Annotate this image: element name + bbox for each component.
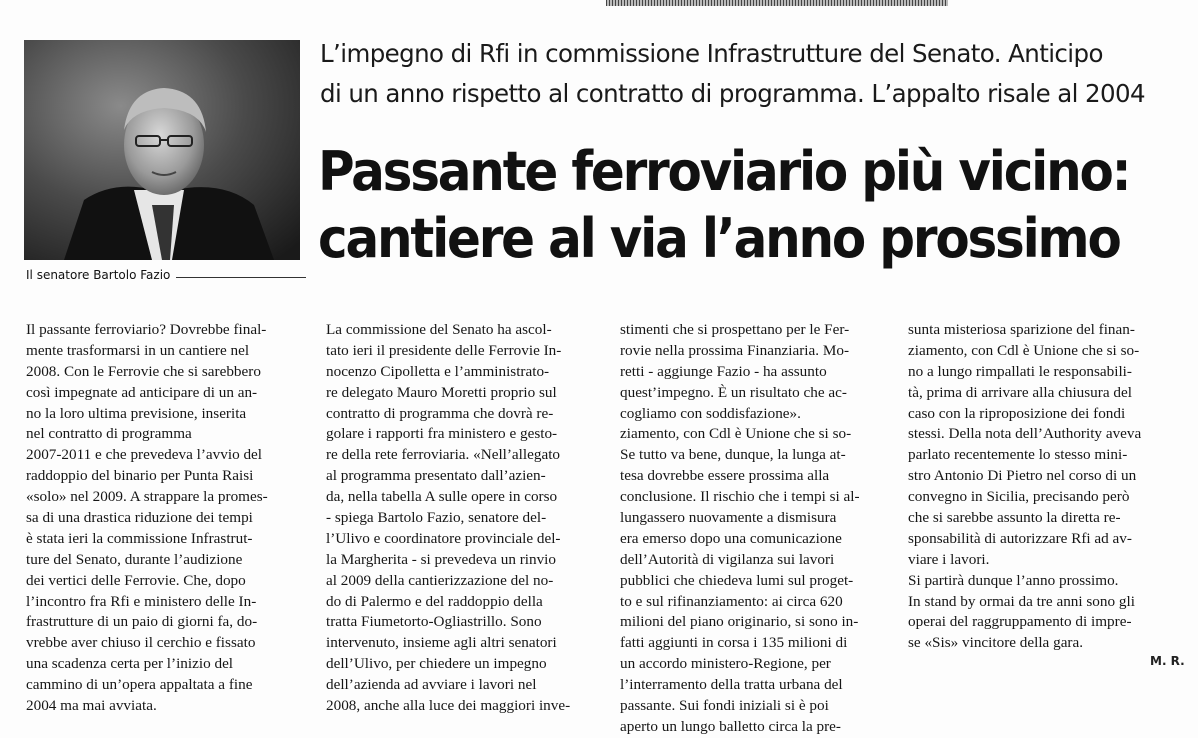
article-text-line: retti - aggiunge Fazio - ha assunto: [620, 362, 827, 380]
article-text-line: operai del raggruppamento di impre-: [908, 613, 1132, 631]
article-text-line: sunta misteriosa sparizione del finan-: [908, 321, 1135, 338]
article-text-line: re delegato Mauro Moretti proprio sul: [326, 383, 557, 401]
article-text-line: dell’Ulivo, per chiedere un impegno: [326, 655, 547, 673]
article-text-line: al 2009 della cantierizzazione del no-: [326, 571, 554, 589]
article-text-line: lungassero nuovamente a dismisura: [620, 509, 837, 527]
article-text-line: tato ieri il presidente delle Ferrovie In-: [326, 341, 562, 359]
article-text-line: la Margherita - si prevedeva un rinvio: [326, 550, 556, 568]
photo-caption: [26, 268, 306, 282]
article-text-line: dell’Autorità di vigilanza sui lavori: [620, 550, 835, 568]
article-text-line: Il passante ferroviario? Dovrebbe final-: [26, 321, 267, 338]
article-text-line: «solo» nel 2009. A strappare la promes-: [26, 488, 268, 506]
article-text-line: sa di una drastica riduzione dei tempi: [26, 509, 253, 527]
headline-line: cantiere al via l’anno prossimo: [318, 207, 1120, 270]
article-text-line: passante. Sui fondi iniziali si è poi: [620, 697, 829, 715]
article-text-line: milioni del piano originario, si sono in-: [620, 613, 859, 631]
article-text-line: aperto un lungo balletto circa la pre-: [620, 717, 841, 735]
article-text-line: un accordo ministero-Regione, per: [620, 655, 831, 673]
article-column-2: [326, 320, 604, 717]
article-text-line: quest’impegno. È un risultato che ac-: [620, 383, 847, 401]
article-text-line: 2008. Con le Ferrovie che si sarebbero: [26, 362, 261, 380]
article-text-line: golare i rapporti fra ministero e gesto-: [326, 425, 558, 443]
article-text-line: contratto di programma che dovrà re-: [326, 404, 554, 422]
article-text-line: rovie nella prossima Finanziaria. Mo-: [620, 341, 850, 359]
article-text-line: ture del Senato, durante l’audizione: [26, 550, 243, 568]
article-text-line: intervenuto, insieme agli altri senatori: [326, 634, 557, 652]
article-text-line: tà, prima di arrivare alla chiusura del: [908, 383, 1132, 401]
article-text-line: do di Palermo e del raddoppio della: [326, 592, 543, 610]
article-text-line: 2007-2011 e che prevedeva l’avvio del: [26, 446, 263, 464]
article-text-line: no a lungo rimpallati le responsabili-: [908, 362, 1132, 380]
article-text-line: ziamento, con Cdl è Unione che si so-: [620, 425, 852, 443]
article-text-line: pubblici che chiedeva lumi sul proget-: [620, 571, 854, 589]
article-text-line: una scadenza certa per l’inizio del: [26, 655, 234, 673]
article-text-line: Si partirà dunque l’anno prossimo.: [908, 571, 1119, 589]
article-deck: [320, 34, 1190, 114]
article-text-line: tratta Fiumetorto-Ogliastrillo. Sono: [326, 613, 542, 631]
article-text-line: cammino di un’opera appaltata a fine: [26, 676, 253, 694]
article-text-line: da, nella tabella A sulle opere in corso: [326, 488, 558, 506]
article-text-line: caso con la riproposizione dei fondi: [908, 404, 1126, 422]
article-column-1: [26, 320, 300, 717]
article-text-line: La commissione del Senato ha ascol-: [326, 321, 552, 338]
article-text-line: che si sarebbe assunto la diretta re-: [908, 509, 1121, 527]
photo-caption-text: Il senatore Bartolo Fazio: [26, 268, 171, 282]
article-text-line: tesa dovrebbe essere prossima alla: [620, 467, 830, 485]
headline-line: Passante ferroviario più vicino:: [318, 140, 1130, 203]
article-text-line: frastrutture di un paio di giorni fa, do-: [26, 613, 258, 631]
article-text-line: stessi. Della nota dell’Authority aveva: [908, 425, 1142, 443]
article-text-line: l’Ulivo e coordinatore provinciale del-: [326, 529, 561, 547]
article-text-line: nocenzo Cipolletta e l’amministrato-: [326, 362, 550, 380]
article-text-line: dell’azienda ad avviare i lavori nel: [326, 676, 537, 694]
article-text-line: stro Antonio Di Pietro nel corso di un: [908, 467, 1137, 485]
article-text-line: to e sul rifinanziamento: ai circa 620: [620, 592, 843, 610]
article-text-line: raddoppio del binario per Punta Raisi: [26, 467, 254, 485]
article-text-line: dei vertici delle Ferrovie. Che, dopo: [26, 571, 246, 589]
portrait-illustration: [24, 40, 300, 260]
article-column-3: [620, 320, 894, 738]
article-text-line: 2004 ma mai avviata.: [26, 697, 157, 715]
top-decorative-bar: [606, 0, 948, 6]
article-text-line: cogliamo con soddisfazione».: [620, 404, 801, 422]
deck-line: L’impegno di Rfi in commissione Infrastrutture del Senato. Anticipo: [320, 39, 1103, 68]
article-text-line: parlato recentemente lo stesso mini-: [908, 446, 1128, 464]
author-signature: M. R.: [1150, 654, 1185, 668]
article-headline: [318, 138, 1198, 272]
article-text-line: no la loro ultima previsione, inserita: [26, 404, 247, 422]
article-text-line: fatti aggiunti in corsa i 135 milioni di: [620, 634, 848, 652]
deck-line: di un anno rispetto al contratto di programma. L’appalto risale al 2004: [320, 79, 1145, 108]
article-text-line: In stand by ormai da tre anni sono gli: [908, 592, 1135, 610]
article-text-line: Se tutto va bene, dunque, la lunga at-: [620, 446, 846, 464]
article-text-line: era emerso dopo una comunicazione: [620, 529, 842, 547]
article-text-line: mente trasformarsi in un cantiere nel: [26, 341, 250, 359]
article-text-line: nel contratto di programma: [26, 425, 192, 443]
article-text-line: l’incontro fra Rfi e ministero delle In-: [26, 592, 257, 610]
article-text-line: al programma presentato dall’azien-: [326, 467, 546, 485]
article-text-line: viare i lavori.: [908, 550, 990, 568]
article-text-line: conclusione. Il rischio che i tempi si al-: [620, 488, 860, 506]
portrait-photo: [24, 40, 300, 260]
article-text-line: vrebbe aver chiuso il cerchio e fissato: [26, 634, 256, 652]
article-text-line: re della rete ferroviaria. «Nell’allegato: [326, 446, 561, 464]
article-text-line: è stata ieri la commissione Infrastrut-: [26, 529, 253, 547]
article-text-line: convegno in Sicilia, precisando però: [908, 488, 1130, 506]
article-text-line: l’interramento della tratta urbana del: [620, 676, 843, 694]
article-text-line: se «Sis» vincitore della gara.: [908, 634, 1084, 652]
article-text-line: 2008, anche alla luce dei maggiori inve-: [326, 697, 571, 715]
article-column-4: [908, 320, 1188, 654]
article-text-line: sponsabilità di autorizzare Rfi ad av-: [908, 529, 1132, 547]
article-text-line: ziamento, con Cdl è Unione che si so-: [908, 341, 1140, 359]
article-text-line: stimenti che si prospettano per le Fer-: [620, 321, 850, 338]
caption-rule: [176, 277, 306, 278]
article-text-line: così impegnate ad anticipare di un an-: [26, 383, 258, 401]
article-text-line: - spiega Bartolo Fazio, senatore del-: [326, 509, 547, 527]
